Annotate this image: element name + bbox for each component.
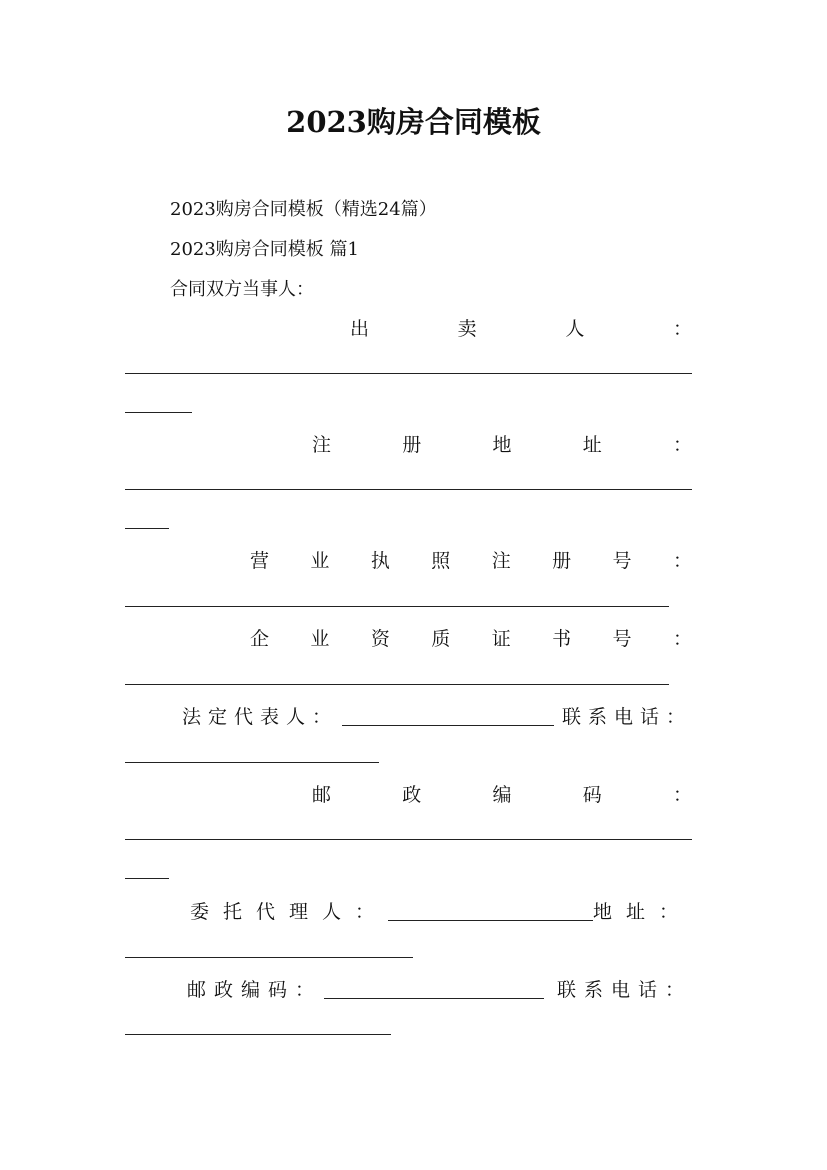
- agent-address-label: 地址：: [592, 901, 692, 923]
- colon: ：: [672, 784, 692, 806]
- license-label-row: [250, 548, 692, 574]
- address-char: 册: [402, 434, 422, 456]
- postcode-phone-row: [125, 975, 692, 1003]
- qualification-char: 号: [612, 628, 632, 650]
- license-char: 业: [310, 550, 330, 572]
- agent-blank[interactable]: [388, 919, 593, 921]
- parties-label: 合同双方当事人：: [170, 279, 314, 300]
- phone2-blank-line[interactable]: [125, 1034, 391, 1035]
- postcode-char: 码: [582, 784, 602, 806]
- phone-label: 联系电话：: [561, 706, 692, 728]
- address-blank-line-cont[interactable]: [125, 528, 169, 529]
- address-label-row: [312, 432, 692, 458]
- qualification-blank-line[interactable]: [125, 684, 669, 685]
- colon: ：: [672, 550, 692, 572]
- postcode-char: 邮: [312, 784, 332, 806]
- colon: ：: [672, 318, 692, 340]
- seller-char: 人: [565, 318, 585, 340]
- license-char: 执: [370, 550, 390, 572]
- license-char: 营: [250, 550, 270, 572]
- postcode-blank[interactable]: [324, 997, 544, 999]
- qualification-char: 业: [310, 628, 330, 650]
- qualification-char: 书: [552, 628, 572, 650]
- agent-label: 委托代理人：: [190, 901, 389, 923]
- chapter-heading: 2023购房合同模板 篇1: [170, 239, 359, 260]
- colon: ：: [672, 434, 692, 456]
- qualification-char: 证: [491, 628, 511, 650]
- qualification-label-row: [250, 626, 692, 652]
- address-char: 地: [492, 434, 512, 456]
- address-char: 注: [312, 434, 332, 456]
- agent-row: [125, 897, 692, 925]
- qualification-char: 质: [431, 628, 451, 650]
- seller-label-row: [350, 316, 692, 342]
- qualification-char: 企: [250, 628, 270, 650]
- postcode-label: 邮政编码：: [187, 979, 323, 1001]
- seller-blank-line[interactable]: [125, 373, 692, 374]
- address-char: 址: [582, 434, 602, 456]
- license-blank-line[interactable]: [125, 606, 669, 607]
- legal-rep-label: 法定代表人：: [182, 706, 339, 728]
- seller-char: 出: [350, 318, 370, 340]
- license-char: 册: [552, 550, 572, 572]
- postcode-label-row: [312, 782, 692, 808]
- phone2-label: 联系电话：: [556, 979, 692, 1001]
- legal-rep-blank[interactable]: [342, 724, 554, 726]
- document-title: 2023购房合同模板: [286, 105, 541, 139]
- colon: ：: [672, 628, 692, 650]
- postcode-char: 政: [402, 784, 422, 806]
- intro-line: 2023购房合同模板（精选24篇）: [170, 199, 437, 220]
- license-char: 注: [491, 550, 511, 572]
- postcode-char: 编: [492, 784, 512, 806]
- seller-char: 卖: [457, 318, 477, 340]
- seller-blank-line-cont[interactable]: [125, 412, 192, 413]
- postcode-blank-line[interactable]: [125, 839, 692, 840]
- agent-address-blank-line[interactable]: [125, 957, 413, 958]
- license-char: 号: [612, 550, 632, 572]
- postcode-blank-line-cont[interactable]: [125, 878, 169, 879]
- phone-blank-line[interactable]: [125, 762, 379, 763]
- qualification-char: 资: [370, 628, 390, 650]
- legal-rep-row: [125, 702, 692, 730]
- license-char: 照: [431, 550, 451, 572]
- address-blank-line[interactable]: [125, 489, 692, 490]
